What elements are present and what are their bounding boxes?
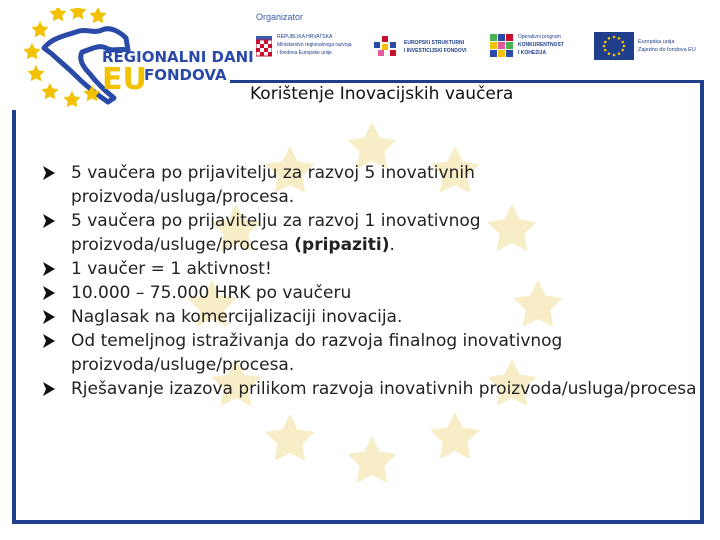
sponsor-operational-programme xyxy=(490,30,590,62)
bullet-item xyxy=(40,329,700,377)
sponsor-eu xyxy=(594,30,710,62)
esif-mosaic-icon xyxy=(374,34,400,60)
arrow-bullet-icon xyxy=(40,257,60,281)
bullet-item xyxy=(40,257,700,281)
bullet-item xyxy=(40,377,700,401)
bullet-text: 10.000 – 75.000 HRK po vaučeru xyxy=(71,283,352,303)
frame-bottom-line xyxy=(12,520,704,524)
bullet-text: 5 vaučera po prijavitelju za razvoj 1 inovativnog proizvoda/usluge/procesa xyxy=(71,211,481,255)
programme-mosaic-icon xyxy=(490,34,514,58)
bullet-tail-text: . xyxy=(389,235,395,255)
arrow-bullet-icon xyxy=(40,377,60,401)
eu-flag-icon xyxy=(594,32,634,60)
sponsor-ministry-line1: REPUBLIKA HRVATSKA xyxy=(277,34,333,40)
arrow-bullet-icon xyxy=(40,209,60,233)
bullet-bold-text: (pripaziti) xyxy=(294,235,390,255)
sponsor-esif xyxy=(374,30,486,62)
bullet-item xyxy=(40,209,700,257)
arrow-bullet-icon xyxy=(40,281,60,305)
bullet-list xyxy=(40,161,700,401)
organizer-label: Organizator xyxy=(256,12,304,22)
sponsor-op-line1: Operativni program xyxy=(518,34,561,40)
sponsor-esif-line2: I INVESTICIJSKI FONDOVI xyxy=(404,48,467,54)
sponsor-ministry xyxy=(256,30,368,62)
bullet-item xyxy=(40,161,700,209)
frame-top-line xyxy=(230,80,704,83)
frame-left-line xyxy=(12,110,16,524)
bullet-item xyxy=(40,305,700,329)
bullet-text: Od temeljnog istraživanja do razvoja finalnog inovativnog proizvoda/usluge/procesa. xyxy=(71,331,563,375)
sponsor-op-line3: I KOHEZIJA xyxy=(518,50,547,56)
sponsor-ministry-line3: i fondova Europske unije xyxy=(277,50,332,56)
bullet-text: Rješavanje izazova prilikom razvoja inovativnih proizvoda/usluga/procesa xyxy=(71,379,697,399)
sponsor-ministry-line2: Ministarstvo regionalnoga razvoja xyxy=(277,42,352,48)
arrow-bullet-icon xyxy=(40,161,60,185)
frame-right-line xyxy=(700,80,704,524)
arrow-bullet-icon xyxy=(40,329,60,353)
sponsor-esif-line1: EUROPSKI STRUKTURNI xyxy=(404,40,465,46)
croatian-coat-of-arms-icon xyxy=(256,36,272,58)
logo-line2: FONDOVA xyxy=(144,66,227,84)
logo-line1: REGIONALNI DANI xyxy=(102,48,254,66)
sponsor-op-line2: KONKURENTNOST xyxy=(518,42,564,48)
sponsor-eu-line2: Zajedno do fondova EU xyxy=(638,47,696,53)
sponsor-eu-line1: Europska unija xyxy=(638,39,675,45)
bullet-text: 1 vaučer = 1 aktivnost! xyxy=(71,259,272,279)
bullet-text: Naglasak na komercijalizaciji inovacija. xyxy=(71,307,403,327)
slide-title: Korištenje Inovacijskih vaučera xyxy=(250,84,514,104)
arrow-bullet-icon xyxy=(40,305,60,329)
bullet-text: 5 vaučera po prijavitelju za razvoj 5 inovativnih proizvoda/usluga/procesa. xyxy=(71,163,475,207)
logo-eu: EU xyxy=(102,62,147,97)
bullet-item xyxy=(40,281,700,305)
